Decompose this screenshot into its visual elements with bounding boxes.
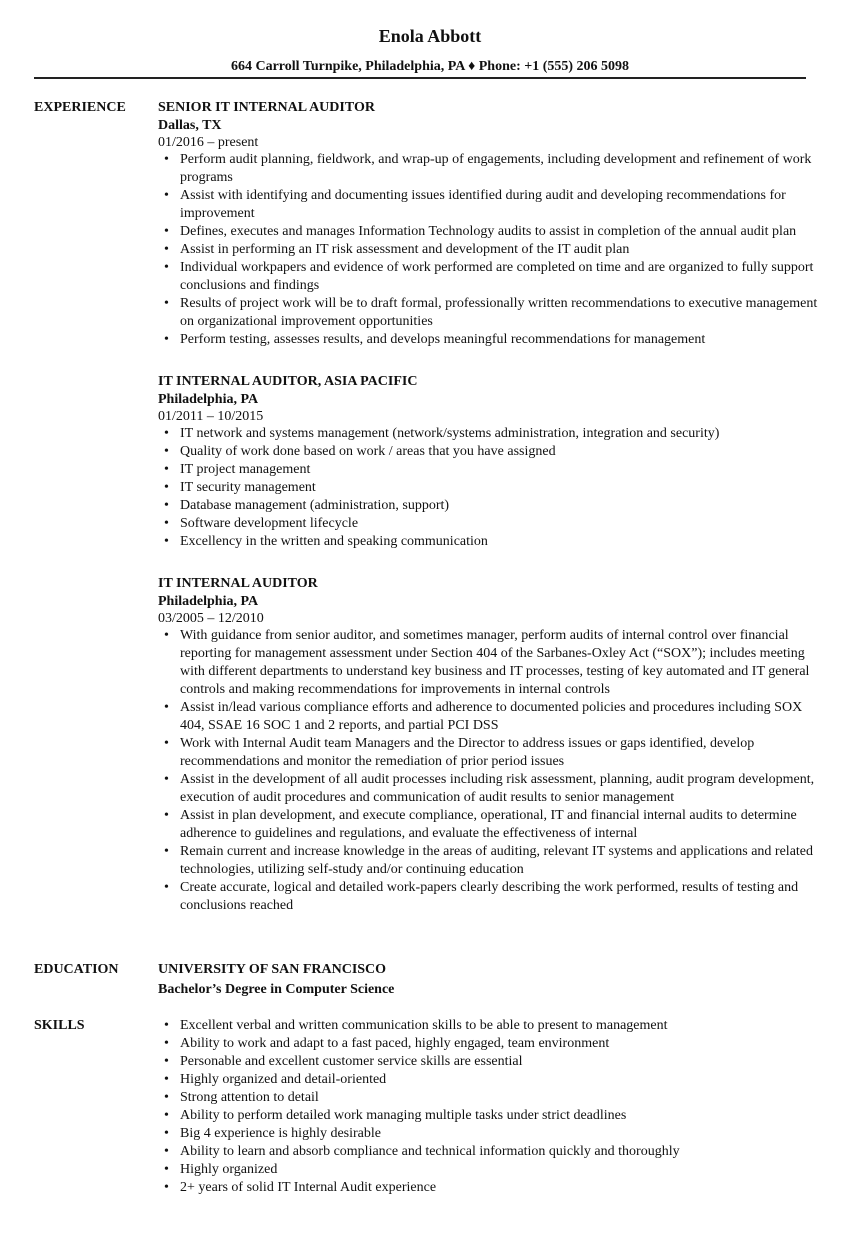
job-title: SENIOR IT INTERNAL AUDITOR [158,100,375,115]
job-location: Philadelphia, PA [158,594,259,609]
skill-item [158,1017,818,1035]
job-bullets [158,425,818,551]
bullet-icon: • [164,260,169,275]
bullet-icon: • [164,1180,169,1195]
bullet-item [158,843,818,879]
bullet-text: Software development lifecycle [180,516,359,531]
bullet-item [158,627,818,699]
skill-text: Big 4 experience is highly desirable [180,1126,381,1141]
skill-item [158,1179,818,1197]
job-dates: 03/2005 – 12/2010 [158,611,264,626]
skill-text: 2+ years of solid IT Internal Audit experience [180,1180,437,1195]
bullet-item [158,241,818,259]
job-entry [158,575,818,915]
bullet-icon: • [164,498,169,513]
skill-item [158,1161,818,1179]
job-dates: 01/2011 – 10/2015 [158,409,264,424]
bullet-icon: • [164,844,169,859]
bullet-item [158,807,818,843]
bullet-icon: • [164,224,169,239]
bullet-item [158,771,818,807]
bullet-icon: • [164,1144,169,1159]
bullet-icon: • [164,1108,169,1123]
bullet-text: Assist in the development of all audit processes including risk assessment, planning, audit program development, execution of audit procedures and communication of audit results to senior management [180,772,815,805]
skill-item [158,1035,818,1053]
bullet-item [158,879,818,915]
education-body [158,961,818,999]
bullet-text: Database management (administration, support) [180,498,450,513]
bullet-icon: • [164,1090,169,1105]
bullet-item [158,259,818,295]
candidate-name: Enola Abbott [378,26,482,46]
bullet-text: Remain current and increase knowledge in the areas of auditing, relevant IT systems and applications and related technologies, utilizing self-study and/or continuing education [180,844,814,877]
bullet-icon: • [164,1054,169,1069]
skill-item [158,1071,818,1089]
bullet-icon: • [164,480,169,495]
bullet-text: With guidance from senior auditor, and sometimes manager, perform audits of internal control over financial reporting for management assessment under Section 404 of the Sarbanes-Oxley Act (“SOX”); includes meeting with different departments to understand key business and IT processes, testing of key automated and IT general controls and making recommendations for improvements in internal controls [180,628,810,697]
skills-list [158,1017,818,1197]
job-location: Philadelphia, PA [158,392,259,407]
bullet-text: Results of project work will be to draft formal, professionally written recommendations to executive management on organizational improvement opportunities [180,296,818,329]
education-heading: EDUCATION [34,962,119,977]
bullet-icon: • [164,188,169,203]
skill-item [158,1143,818,1161]
bullet-text: Excellency in the written and speaking communication [180,534,488,549]
bullet-item [158,331,818,349]
bullet-item [158,223,818,241]
bullet-icon: • [164,296,169,311]
bullet-icon: • [164,880,169,895]
bullet-icon: • [164,426,169,441]
bullet-icon: • [164,242,169,257]
bullet-text: Assist with identifying and documenting issues identified during audit and developing recommendations for improvement [180,188,786,221]
resume-header [0,24,860,76]
bullet-icon: • [164,700,169,715]
skills-heading: SKILLS [34,1018,85,1033]
school-name: UNIVERSITY OF SAN FRANCISCO [158,962,387,977]
bullet-item [158,497,818,515]
experience-body [158,99,818,915]
skills-body [158,1017,818,1197]
bullet-item [158,479,818,497]
job-bullets [158,151,818,349]
skill-text: Highly organized [180,1162,278,1177]
job-bullets [158,627,818,915]
bullet-icon: • [164,534,169,549]
skill-item [158,1053,818,1071]
bullet-text: Assist in performing an IT risk assessment and development of the IT audit plan [180,242,630,257]
bullet-icon: • [164,628,169,643]
bullet-icon: • [164,772,169,787]
bullet-icon: • [164,1072,169,1087]
bullet-icon: • [164,736,169,751]
bullet-text: Individual workpapers and evidence of work performed are completed on time and are organized to fully support conclusions and findings [180,260,814,293]
bullet-icon: • [164,1126,169,1141]
job-dates: 01/2016 – present [158,135,259,150]
bullet-text: Perform audit planning, fieldwork, and wrap-up of engagements, including development and refinement of work programs [180,152,812,185]
skill-text: Personable and excellent customer service skills are essential [180,1054,523,1069]
job-entry [158,373,818,551]
header-divider [34,77,806,79]
bullet-item [158,151,818,187]
skill-text: Ability to work and adapt to a fast paced, highly engaged, team environment [180,1036,610,1051]
bullet-text: IT project management [180,462,311,477]
bullet-text: Assist in/lead various compliance efforts and adherence to documented policies and procedures including SOX 404, SSAE 16 SOC 1 and 2 reports, and partial PCI DSS [180,700,803,733]
bullet-text: IT network and systems management (network/systems administration, integration and security) [180,426,720,441]
contact-line: 664 Carroll Turnpike, Philadelphia, PA ♦ Phone: +1 (555) 206 5098 [230,59,630,74]
bullet-icon: • [164,1036,169,1051]
skill-text: Excellent verbal and written communication skills to be able to present to management [180,1018,668,1033]
bullet-icon: • [164,516,169,531]
bullet-text: Defines, executes and manages Information Technology audits to assist in completion of the annual audit plan [180,224,797,239]
job-location: Dallas, TX [158,118,222,133]
bullet-icon: • [164,444,169,459]
bullet-text: IT security management [180,480,316,495]
bullet-icon: • [164,332,169,347]
bullet-text: Create accurate, logical and detailed work-papers clearly describing the work performed, results of testing and conclusions reached [180,880,799,913]
bullet-item [158,425,818,443]
bullet-text: Work with Internal Audit team Managers and the Director to address issues or gaps identified, develop recommendations and monitor the remediation of prior period issues [180,736,755,769]
job-title: IT INTERNAL AUDITOR [158,576,318,591]
skill-item [158,1107,818,1125]
bullet-icon: • [164,808,169,823]
bullet-item [158,461,818,479]
bullet-item [158,699,818,735]
bullet-text: Assist in plan development, and execute compliance, operational, IT and financial internal audits to determine adherence to guidelines and regulations, and evaluate the effectiveness of internal [180,808,797,841]
bullet-text: Quality of work done based on work / areas that you have assigned [180,444,556,459]
skill-text: Highly organized and detail-oriented [180,1072,387,1087]
job-title: IT INTERNAL AUDITOR, ASIA PACIFIC [158,374,418,389]
bullet-icon: • [164,1018,169,1033]
bullet-text: Perform testing, assesses results, and develops meaningful recommendations for management [180,332,706,347]
bullet-item [158,443,818,461]
skill-text: Ability to learn and absorb compliance and technical information quickly and thoroughly [180,1144,680,1159]
bullet-item [158,187,818,223]
degree-name: Bachelor’s Degree in Computer Science [158,982,395,997]
skill-text: Strong attention to detail [180,1090,319,1105]
bullet-icon: • [164,152,169,167]
bullet-item [158,295,818,331]
bullet-item [158,735,818,771]
job-entry [158,99,818,349]
experience-heading: EXPERIENCE [34,100,126,115]
skill-item [158,1089,818,1107]
skill-item [158,1125,818,1143]
bullet-icon: • [164,1162,169,1177]
bullet-icon: • [164,462,169,477]
bullet-item [158,533,818,551]
skill-text: Ability to perform detailed work managing multiple tasks under strict deadlines [180,1108,627,1123]
bullet-item [158,515,818,533]
